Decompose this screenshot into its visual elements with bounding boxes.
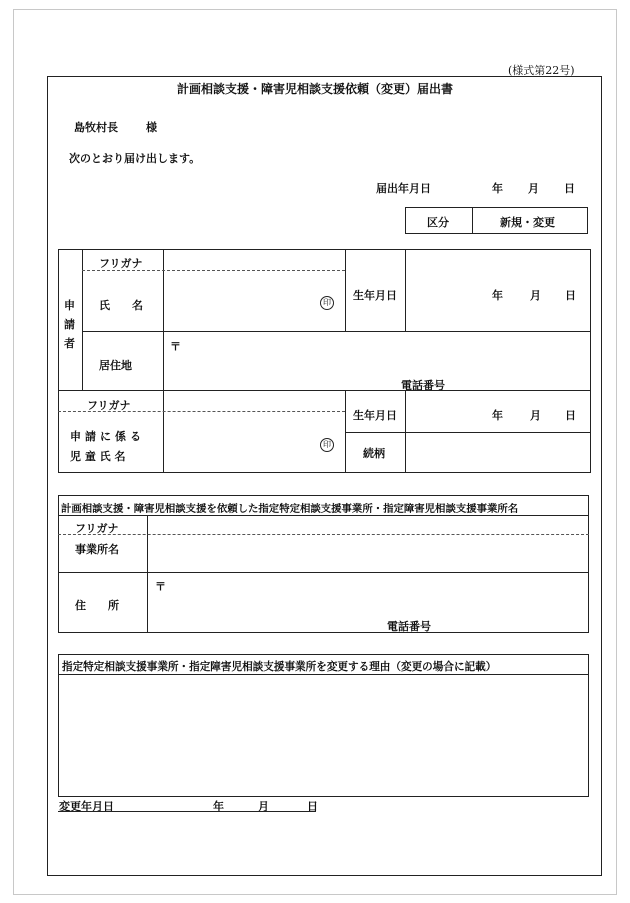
office-furigana-label: フリガナ [75, 522, 119, 535]
change-date-month: 月 [258, 800, 269, 813]
child-relation-field[interactable] [407, 435, 589, 471]
child-dob-year: 年 [492, 409, 503, 422]
child-furigana-field[interactable] [165, 392, 343, 410]
applicant-address-field[interactable] [165, 334, 589, 374]
office-address-field[interactable] [149, 575, 587, 615]
applicant-dob-year: 年 [492, 289, 503, 302]
divider [345, 249, 346, 331]
applicant-char-3: 者 [64, 337, 75, 350]
submit-date-month: 月 [528, 182, 539, 195]
office-name-field[interactable] [149, 537, 587, 570]
addressee: 島牧村長 [74, 121, 118, 134]
divider [405, 249, 406, 331]
seal-icon: 印 [320, 438, 334, 452]
child-dob-day: 日 [565, 409, 576, 422]
category-value[interactable]: 新規・変更 [500, 216, 555, 229]
divider [147, 515, 148, 633]
applicant-dob-label: 生年月日 [353, 289, 397, 302]
form-number: (様式第22号) [508, 64, 575, 77]
divider [58, 674, 589, 675]
child-dob-month: 月 [530, 409, 541, 422]
change-date-underline [58, 811, 316, 812]
applicant-phone-label: 電話番号 [401, 379, 445, 392]
applicant-name-field[interactable] [165, 272, 310, 328]
divider [163, 249, 164, 473]
applicant-name-label: 氏 名 [99, 299, 143, 312]
submit-date-year: 年 [492, 182, 503, 195]
divider [58, 515, 589, 516]
change-date-year: 年 [213, 800, 224, 813]
child-dob-label: 生年月日 [353, 409, 397, 422]
applicant-dob-day: 日 [565, 289, 576, 302]
office-postal-mark: 〒 [155, 580, 166, 593]
change-date-label: 変更年月日 [59, 800, 114, 813]
seal-icon: 印 [320, 296, 334, 310]
office-furigana-field[interactable] [149, 517, 587, 533]
applicant-char-1: 申 [64, 299, 75, 312]
applicant-postal-mark: 〒 [170, 340, 181, 353]
applicant-address-label: 居住地 [99, 359, 132, 372]
office-name-label: 事業所名 [75, 543, 119, 556]
form-title: 計画相談支援・障害児相談支援依頼（変更）届出書 [176, 82, 453, 96]
child-relation-label: 続柄 [363, 447, 385, 460]
honorific: 様 [146, 121, 157, 134]
office-phone-label: 電話番号 [387, 620, 431, 633]
child-name-field[interactable] [165, 414, 310, 470]
office-header: 計画相談支援・障害児相談支援を依頼した指定特定相談支援事業所・指定障害児相談支援事業所名 [61, 503, 519, 515]
office-address-label: 住 所 [75, 599, 119, 612]
applicant-furigana-field[interactable] [165, 251, 343, 269]
furigana-dash [58, 534, 589, 535]
applicant-dob-month: 月 [530, 289, 541, 302]
submit-date-label: 届出年月日 [376, 182, 431, 195]
divider [58, 390, 591, 391]
category-label: 区分 [427, 216, 449, 229]
child-furigana-label: フリガナ [87, 399, 131, 412]
divider [82, 331, 591, 332]
divider [472, 207, 473, 234]
divider [58, 572, 589, 573]
divider [345, 432, 591, 433]
reason-header: 指定特定相談支援事業所・指定障害児相談支援事業所を変更する理由（変更の場合に記載） [62, 661, 497, 673]
submit-date-day: 日 [564, 182, 575, 195]
applicant-furigana-label: フリガナ [99, 257, 143, 270]
intro-text: 次のとおり届け出します。 [69, 152, 201, 165]
child-label-line1: 申請に係る [70, 430, 145, 443]
change-date-day: 日 [307, 800, 318, 813]
applicant-char-2: 請 [64, 318, 75, 331]
child-label-line2: 児 童 氏 名 [70, 450, 126, 463]
reason-field[interactable] [60, 677, 587, 794]
